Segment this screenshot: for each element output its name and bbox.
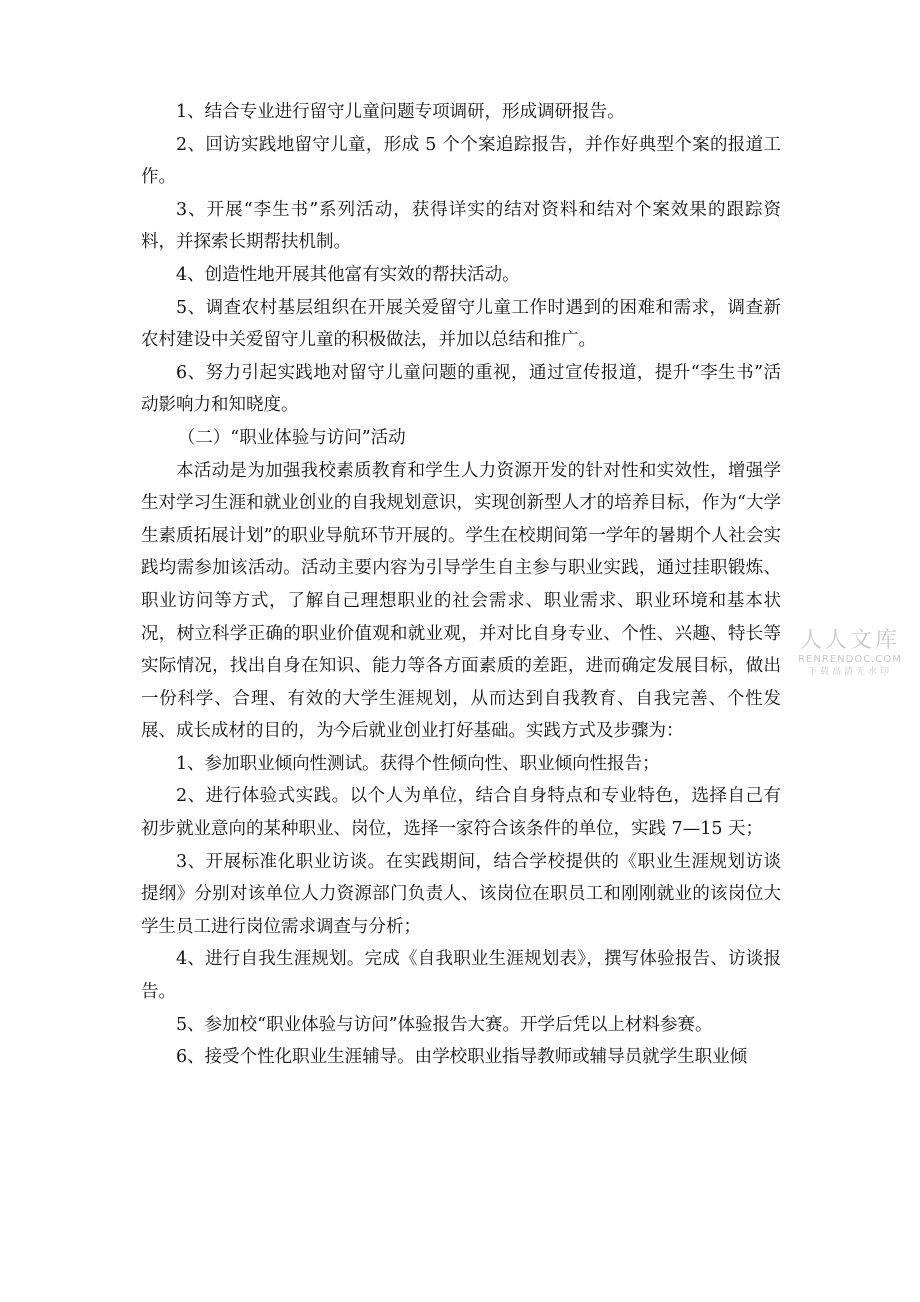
section-heading: （二）“职业体验与访问”活动 <box>177 427 406 448</box>
watermark-url: RENRENDOC.COM <box>798 654 902 665</box>
step-item-4: 4、进行自我生涯规划。完成《自我职业生涯规划表》，撰写体验报告、访谈报告。 <box>141 949 781 1003</box>
paragraph-item-1: 1、结合专业进行留守儿童问题专项调研，形成调研报告。 <box>176 102 625 122</box>
paragraph-item-6: 6、努力引起实践地对留守儿童问题的重视，通过宣传报道，提升“李生书”活动影响力和知晓度。 <box>141 362 781 416</box>
paragraph-item-5: 5、调查农村基层组织在开展关爱留守儿童工作时遇到的困难和需求，调查新农村建设中关爱留守儿童的积极做法，并加以总结和推广。 <box>141 297 781 351</box>
paragraph-item-4: 4、创造性地开展其他富有实效的帮扶活动。 <box>176 264 520 285</box>
step-item-2: 2、进行体验式实践。以个人为单位，结合自身特点和专业特色，选择自己有初步就业意向的某种职业、岗位，选择一家符合该条件的单位，实践 7—15 天； <box>141 786 781 840</box>
watermark-title: 人人文库 <box>799 628 900 653</box>
intro-paragraph: 本活动是为加强我校素质教育和学生人力资源开发的针对性和实效性，增强学生对学习生涯和就业创业的自我规划意识，实现创新型人才的培养目标，作为“大学生素质拓展计划”的职业导航环节开展的。学生在校期间第一学年的暑期个人社会实践均需参加该活动。活动主要内容为引导学生自主参与职业实践，通过挂职锻炼、职业访问等方式，了解自己理想职业的社会需求、职业需求、职业环境和基本状况，树立科学正确的职业价值观和就业观，并对比自身专业、个性、兴趣、特长等实际情况，找出自身在知识、能力等各方面素质的差距，进而确定发展目标，做出一份科学、合理、有效的大学生涯规划，从而达到自我教育、自我完善、个性发展、成长成材的目的，为今后就业创业打好基础。实践方式及步骤为： <box>141 460 781 742</box>
watermark-logo <box>790 628 910 678</box>
step-item-3: 3、开展标准化职业访谈。在实践期间，结合学校提供的《职业生涯规划访谈提纲》分别对该单位人力资源部门负责人、该岗位在职员工和刚刚就业的该岗位大学生员工进行岗位需求调查与分析； <box>141 851 781 937</box>
document-body <box>141 96 781 1074</box>
paragraph-item-2: 2、回访实践地留守儿童，形成 5 个个案追踪报告，并作好典型个案的报道工作。 <box>141 134 781 188</box>
step-item-1: 1、参加职业倾向性测试。获得个性倾向性、职业倾向性报告； <box>176 753 660 774</box>
paragraph-item-3: 3、开展“李生书”系列活动，获得详实的结对资料和结对个案效果的跟踪资料，并探索长期帮扶机制。 <box>141 199 781 253</box>
step-item-5: 5、参加校“职业体验与访问”体验报告大赛。开学后凭以上材料参赛。 <box>176 1014 713 1035</box>
watermark-slogan: 下载高清无水印 <box>807 667 892 677</box>
step-item-6: 6、接受个性化职业生涯辅导。由学校职业指导教师或辅导员就学生职业倾 <box>176 1047 748 1068</box>
